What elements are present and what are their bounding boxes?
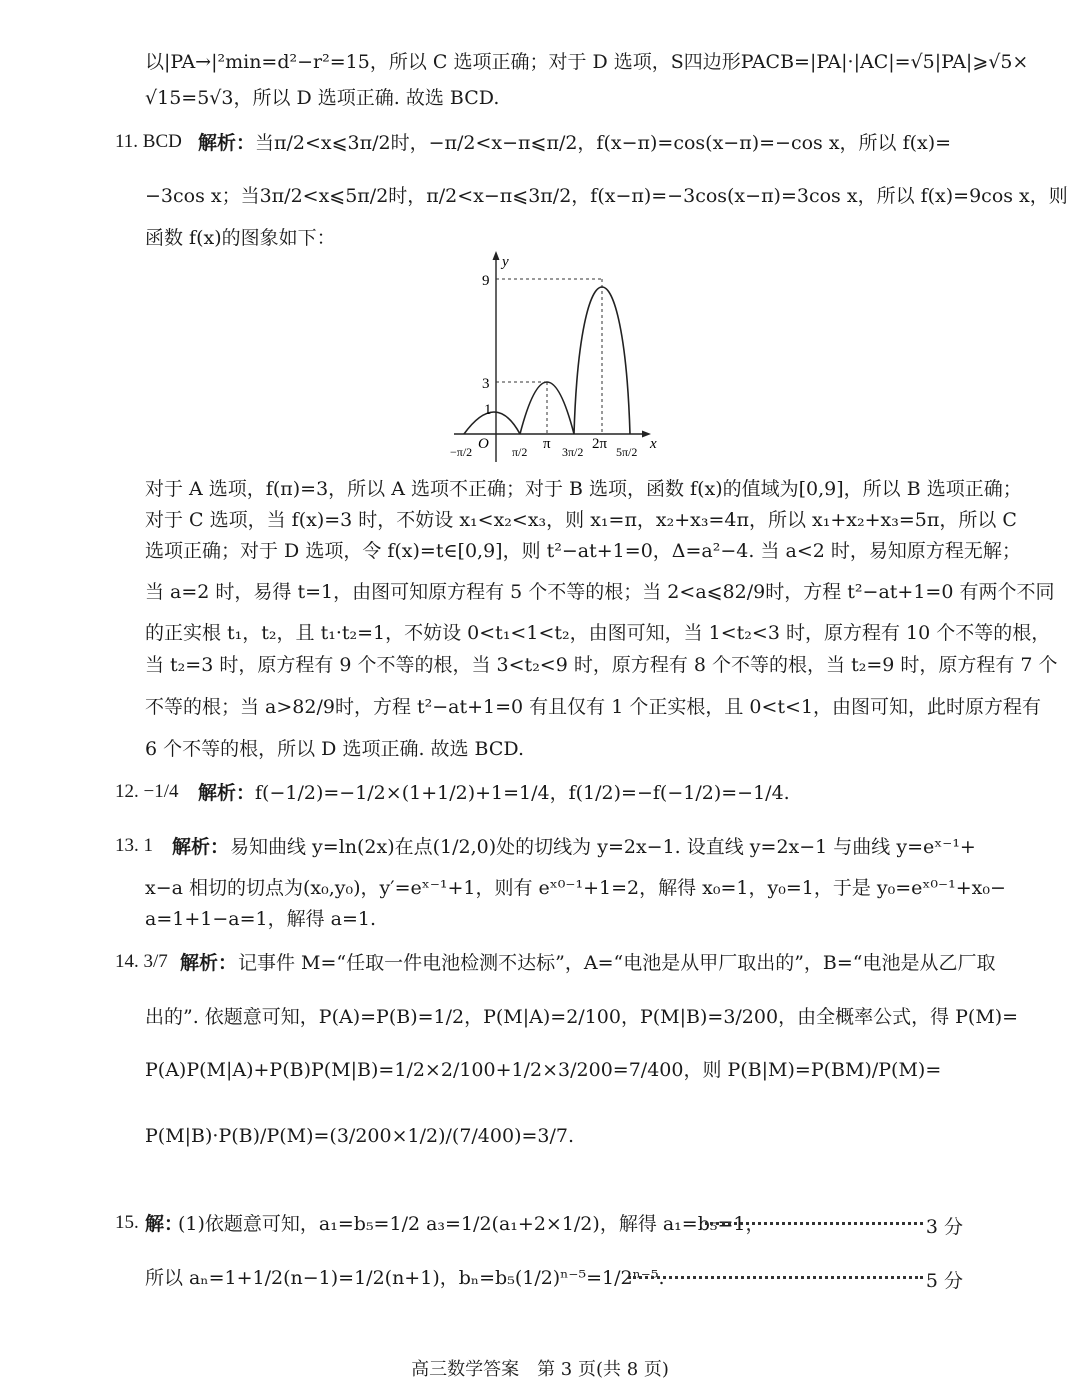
arch-cos: [464, 412, 520, 434]
q11-analysis-label: 解析：: [198, 132, 256, 154]
function-graph: [440, 248, 680, 470]
q14-line-3: P(A)P(M|A)+P(B)P(M|B)=1/2×2/100+1/2×3/200=7/400，则 P(B|M)=P(BM)/P(M)=: [145, 1059, 942, 1081]
q14-analysis-label: 解析：: [180, 952, 238, 974]
q11-line-7: 当 a=2 时，易得 t=1，由图可知原方程有 5 个不等的根；当 2<a⩽82/9时，方程 t²−at+1=0 有两个不同: [145, 581, 1055, 603]
q11-line-2: −3cos x；当3π/2<x⩽5π/2时，π/2<x−π⩽3π/2，f(x−π)=−3cos(x−π)=3cos x，所以 f(x)=9cos x，则: [145, 185, 1068, 207]
q15-dots-1: [705, 1222, 923, 1225]
q15-line-2: 所以 aₙ=1+1/2(n−1)=1/2(n+1)，bₙ=b₅(1/2)ⁿ⁻⁵=1/2ⁿ⁻⁵.: [145, 1267, 665, 1289]
q14-line-1: 记事件 M=“任取一件电池检测不达标”，A=“电池是从甲厂取出的”，B=“电池是从乙厂取: [238, 952, 996, 974]
q12-line-1: f(−1/2)=−1/2×(1+1/2)+1=1/4，f(1/2)=−f(−1/2)=−1/4.: [255, 782, 790, 804]
x-tick-3pi-2: 3π/2: [562, 445, 584, 459]
y-tick-1: 1: [484, 402, 492, 418]
q11-line-3: 函数 f(x)的图象如下：: [145, 227, 336, 249]
q14-line-4: P(M|B)·P(B)/P(M)=(3/200×1/2)/(7/400)=3/7.: [145, 1125, 575, 1147]
q12-number: 12. −1/4: [115, 781, 179, 802]
page-footer: 高三数学答案 第 3 页(共 8 页): [411, 1359, 669, 1380]
q15-number: 15.: [115, 1212, 139, 1233]
prev-solution-line-2: √15=5√3，所以 D 选项正确. 故选 BCD.: [145, 87, 500, 109]
x-tick-neg-pi-2: −π/2: [450, 445, 473, 459]
q13-line-2: x−a 相切的切点为(x₀,y₀)，y′=eˣ⁻¹+1，则有 eˣ⁰⁻¹+1=2，解得 x₀=1，y₀=1，于是 y₀=eˣ⁰⁻¹+x₀−: [145, 877, 1006, 899]
q13-analysis-label: 解析：: [172, 836, 230, 858]
q13-line-1: 易知曲线 y=ln(2x)在点(1/2,0)处的切线为 y=2x−1. 设直线 y=2x−1 与曲线 y=eˣ⁻¹+: [230, 836, 976, 858]
x-tick-pi: π: [543, 436, 551, 452]
x-axis-label: x: [650, 436, 657, 452]
q13-number: 13. 1: [115, 835, 153, 856]
q12-analysis-label: 解析：: [198, 782, 256, 804]
q11-line-1: 当π/2<x⩽3π/2时，−π/2<x−π⩽π/2，f(x−π)=cos(x−π)=−cos x，所以 f(x)=: [255, 132, 952, 154]
y-axis-arrow: [493, 251, 500, 260]
origin-label: O: [478, 436, 489, 452]
y-tick-9: 9: [482, 273, 490, 289]
x-tick-2pi: 2π: [592, 436, 608, 452]
q15-score-2: 5 分: [925, 1270, 963, 1292]
q15-score-1: 3 分: [925, 1216, 963, 1238]
x-tick-5pi-2: 5π/2: [616, 445, 638, 459]
q15-dots-2: [628, 1276, 923, 1279]
y-axis-label: y: [502, 254, 509, 270]
q11-line-10: 不等的根；当 a>82/9时，方程 t²−at+1=0 有且仅有 1 个正实根，且 0<t<1，由图可知，此时原方程有: [145, 696, 1042, 718]
prev-solution-line-1: 以|PA→|²min=d²−r²=15，所以 C 选项正确；对于 D 选项，S四边形PACB=|PA|·|AC|=√5|PA|⩾√5×: [145, 51, 1029, 73]
q15-line-1: (1)依题意可知，a₁=b₅=1/2 a₃=1/2(a₁+2×1/2)，解得 a₁=b₅=1，: [178, 1213, 765, 1235]
q14-line-2: 出的”. 依题意可知，P(A)=P(B)=1/2，P(M|A)=2/100，P(M|B)=3/200，由全概率公式，得 P(M)=: [145, 1006, 1019, 1028]
x-tick-pi-2: π/2: [512, 445, 528, 459]
q11-line-6: 选项正确；对于 D 选项，令 f(x)=t∈[0,9]，则 t²−at+1=0，Δ=a²−4. 当 a<2 时，易知原方程无解；: [145, 540, 1021, 562]
q14-number: 14. 3/7: [115, 951, 168, 972]
q11-number: 11. BCD: [115, 131, 182, 152]
q11-line-8: 的正实根 t₁，t₂，且 t₁·t₂=1，不妨设 0<t₁<1<t₂，由图可知，当 1<t₂<3 时，原方程有 10 个不等的根，: [145, 622, 1051, 644]
q15-solution-label: 解：: [145, 1213, 184, 1235]
q11-line-4: 对于 A 选项，f(π)=3，所以 A 选项不正确；对于 B 选项，函数 f(x)的值域为[0,9]，所以 B 选项正确；: [145, 478, 1022, 500]
q13-line-3: a=1+1−a=1，解得 a=1.: [145, 908, 377, 930]
q11-line-11: 6 个不等的根，所以 D 选项正确. 故选 BCD.: [145, 738, 525, 760]
q11-line-9: 当 t₂=3 时，原方程有 9 个不等的根，当 3<t₂<9 时，原方程有 8 个不等的根，当 t₂=9 时，原方程有 7 个: [145, 654, 1058, 676]
q11-line-5: 对于 C 选项，当 f(x)=3 时，不妨设 x₁<x₂<x₃，则 x₁=π，x₂+x₃=4π，所以 x₁+x₂+x₃=5π，所以 C: [145, 509, 1017, 531]
y-tick-3: 3: [482, 376, 490, 392]
